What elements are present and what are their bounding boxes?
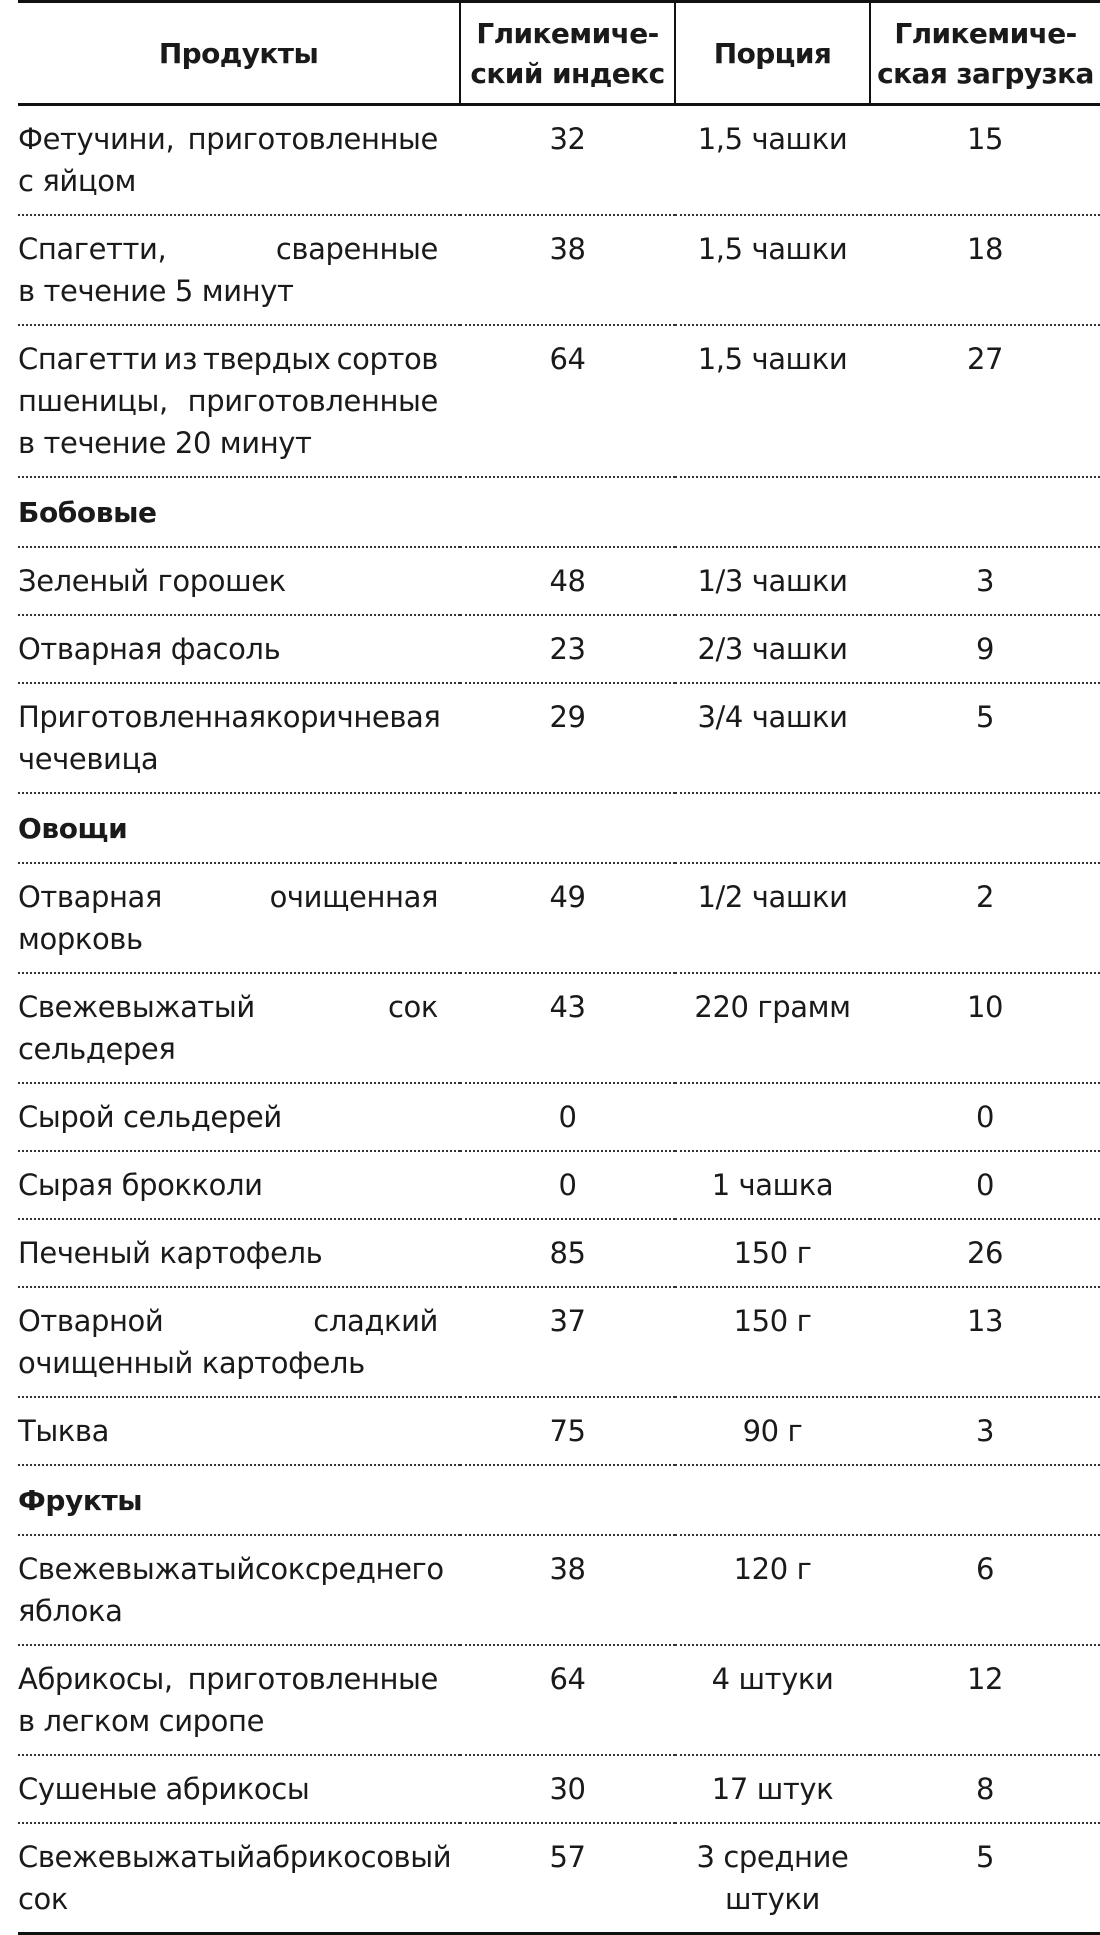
table-body	[18, 105, 1100, 1934]
product-name: Отварная фасоль	[18, 615, 460, 683]
glycemic-index-value: 29	[460, 683, 675, 793]
glycemic-index-value: 32	[460, 105, 675, 216]
glycemic-load-value: 9	[870, 615, 1100, 683]
product-name: Фетучини, приготовленные с яйцом	[18, 105, 460, 216]
portion-value: 1/2 чашки	[675, 863, 870, 973]
glycemic-index-value: 85	[460, 1219, 675, 1287]
product-name: Приготовленная коричневая чечевица	[18, 683, 460, 793]
portion-value: 1,5 чашки	[675, 105, 870, 216]
portion-value: 1 чашка	[675, 1151, 870, 1219]
table-row	[18, 1397, 1100, 1465]
portion-value: 220 грамм	[675, 973, 870, 1083]
product-name: Печеный картофель	[18, 1219, 460, 1287]
section-title: Бобовые	[18, 477, 1100, 547]
product-name: Свежевыжатый абрикосовый сок	[18, 1823, 460, 1934]
glycemic-index-value: 37	[460, 1287, 675, 1397]
product-name: Спагетти из твердых сортов пшеницы, приготовленные в течение 20 минут	[18, 325, 460, 477]
table-row	[18, 325, 1100, 477]
portion-value: 90 г	[675, 1397, 870, 1465]
product-name: Сырой сельдерей	[18, 1083, 460, 1151]
glycemic-index-value: 64	[460, 1645, 675, 1755]
table-row	[18, 547, 1100, 615]
glycemic-load-value: 2	[870, 863, 1100, 973]
section-row	[18, 477, 1100, 547]
glycemic-load-value: 27	[870, 325, 1100, 477]
glycemic-load-value: 18	[870, 215, 1100, 325]
section-row	[18, 793, 1100, 863]
glycemic-load-value: 5	[870, 1823, 1100, 1934]
glycemic-load-value: 0	[870, 1083, 1100, 1151]
table-row	[18, 215, 1100, 325]
section-title: Овощи	[18, 793, 1100, 863]
portion-value: 3/4 чашки	[675, 683, 870, 793]
table-row	[18, 1151, 1100, 1219]
header-portion: Порция	[675, 2, 870, 105]
portion-value: 1,5 чашки	[675, 325, 870, 477]
table-header	[18, 2, 1100, 105]
portion-value	[675, 1083, 870, 1151]
glycemic-index-value: 0	[460, 1151, 675, 1219]
glycemic-index-value: 57	[460, 1823, 675, 1934]
header-glycemic-load: Гликемиче- ская загрузка	[870, 2, 1100, 105]
glycemic-load-value: 3	[870, 547, 1100, 615]
table-row	[18, 1219, 1100, 1287]
product-name: Свежевыжатый сок сельдерея	[18, 973, 460, 1083]
product-name: Абрикосы, приготовленные в легком сиропе	[18, 1645, 460, 1755]
portion-value: 1,5 чашки	[675, 215, 870, 325]
portion-value: 17 штук	[675, 1755, 870, 1823]
table-row	[18, 1535, 1100, 1645]
glycemic-load-value: 10	[870, 973, 1100, 1083]
product-name: Спагетти, сваренные в течение 5 минут	[18, 215, 460, 325]
portion-value: 1/3 чашки	[675, 547, 870, 615]
glycemic-index-value: 23	[460, 615, 675, 683]
portion-value: 150 г	[675, 1287, 870, 1397]
table-row	[18, 1755, 1100, 1823]
portion-value: 4 штуки	[675, 1645, 870, 1755]
table-row	[18, 863, 1100, 973]
product-name: Свежевыжатый сок среднего яблока	[18, 1535, 460, 1645]
section-title: Фрукты	[18, 1465, 1100, 1535]
glycemic-index-value: 30	[460, 1755, 675, 1823]
portion-value: 120 г	[675, 1535, 870, 1645]
table-row	[18, 105, 1100, 216]
glycemic-index-value: 48	[460, 547, 675, 615]
glycemic-index-value: 75	[460, 1397, 675, 1465]
glycemic-load-value: 3	[870, 1397, 1100, 1465]
glycemic-index-value: 49	[460, 863, 675, 973]
product-name: Зеленый горошек	[18, 547, 460, 615]
table-row	[18, 615, 1100, 683]
glycemic-load-value: 13	[870, 1287, 1100, 1397]
table-row	[18, 1823, 1100, 1934]
product-name: Тыква	[18, 1397, 460, 1465]
portion-value: 3 средние штуки	[675, 1823, 870, 1934]
glycemic-table	[18, 0, 1100, 1935]
table-row	[18, 1645, 1100, 1755]
section-row	[18, 1465, 1100, 1535]
portion-value: 2/3 чашки	[675, 615, 870, 683]
table-row	[18, 973, 1100, 1083]
table-row	[18, 1083, 1100, 1151]
header-products: Продукты	[18, 2, 460, 105]
product-name: Сырая брокколи	[18, 1151, 460, 1219]
product-name: Сушеные абрикосы	[18, 1755, 460, 1823]
glycemic-load-value: 6	[870, 1535, 1100, 1645]
glycemic-table-page	[18, 0, 1100, 1935]
portion-value: 150 г	[675, 1219, 870, 1287]
glycemic-index-value: 38	[460, 1535, 675, 1645]
glycemic-load-value: 12	[870, 1645, 1100, 1755]
glycemic-index-value: 64	[460, 325, 675, 477]
header-row	[18, 2, 1100, 105]
glycemic-index-value: 43	[460, 973, 675, 1083]
glycemic-load-value: 8	[870, 1755, 1100, 1823]
product-name: Отварная очищенная морковь	[18, 863, 460, 973]
glycemic-load-value: 26	[870, 1219, 1100, 1287]
glycemic-load-value: 15	[870, 105, 1100, 216]
table-row	[18, 1287, 1100, 1397]
glycemic-index-value: 0	[460, 1083, 675, 1151]
header-glycemic-index: Гликемиче- ский индекс	[460, 2, 675, 105]
glycemic-index-value: 38	[460, 215, 675, 325]
glycemic-load-value: 5	[870, 683, 1100, 793]
table-row	[18, 683, 1100, 793]
glycemic-load-value: 0	[870, 1151, 1100, 1219]
product-name: Отварной сладкий очищенный картофель	[18, 1287, 460, 1397]
